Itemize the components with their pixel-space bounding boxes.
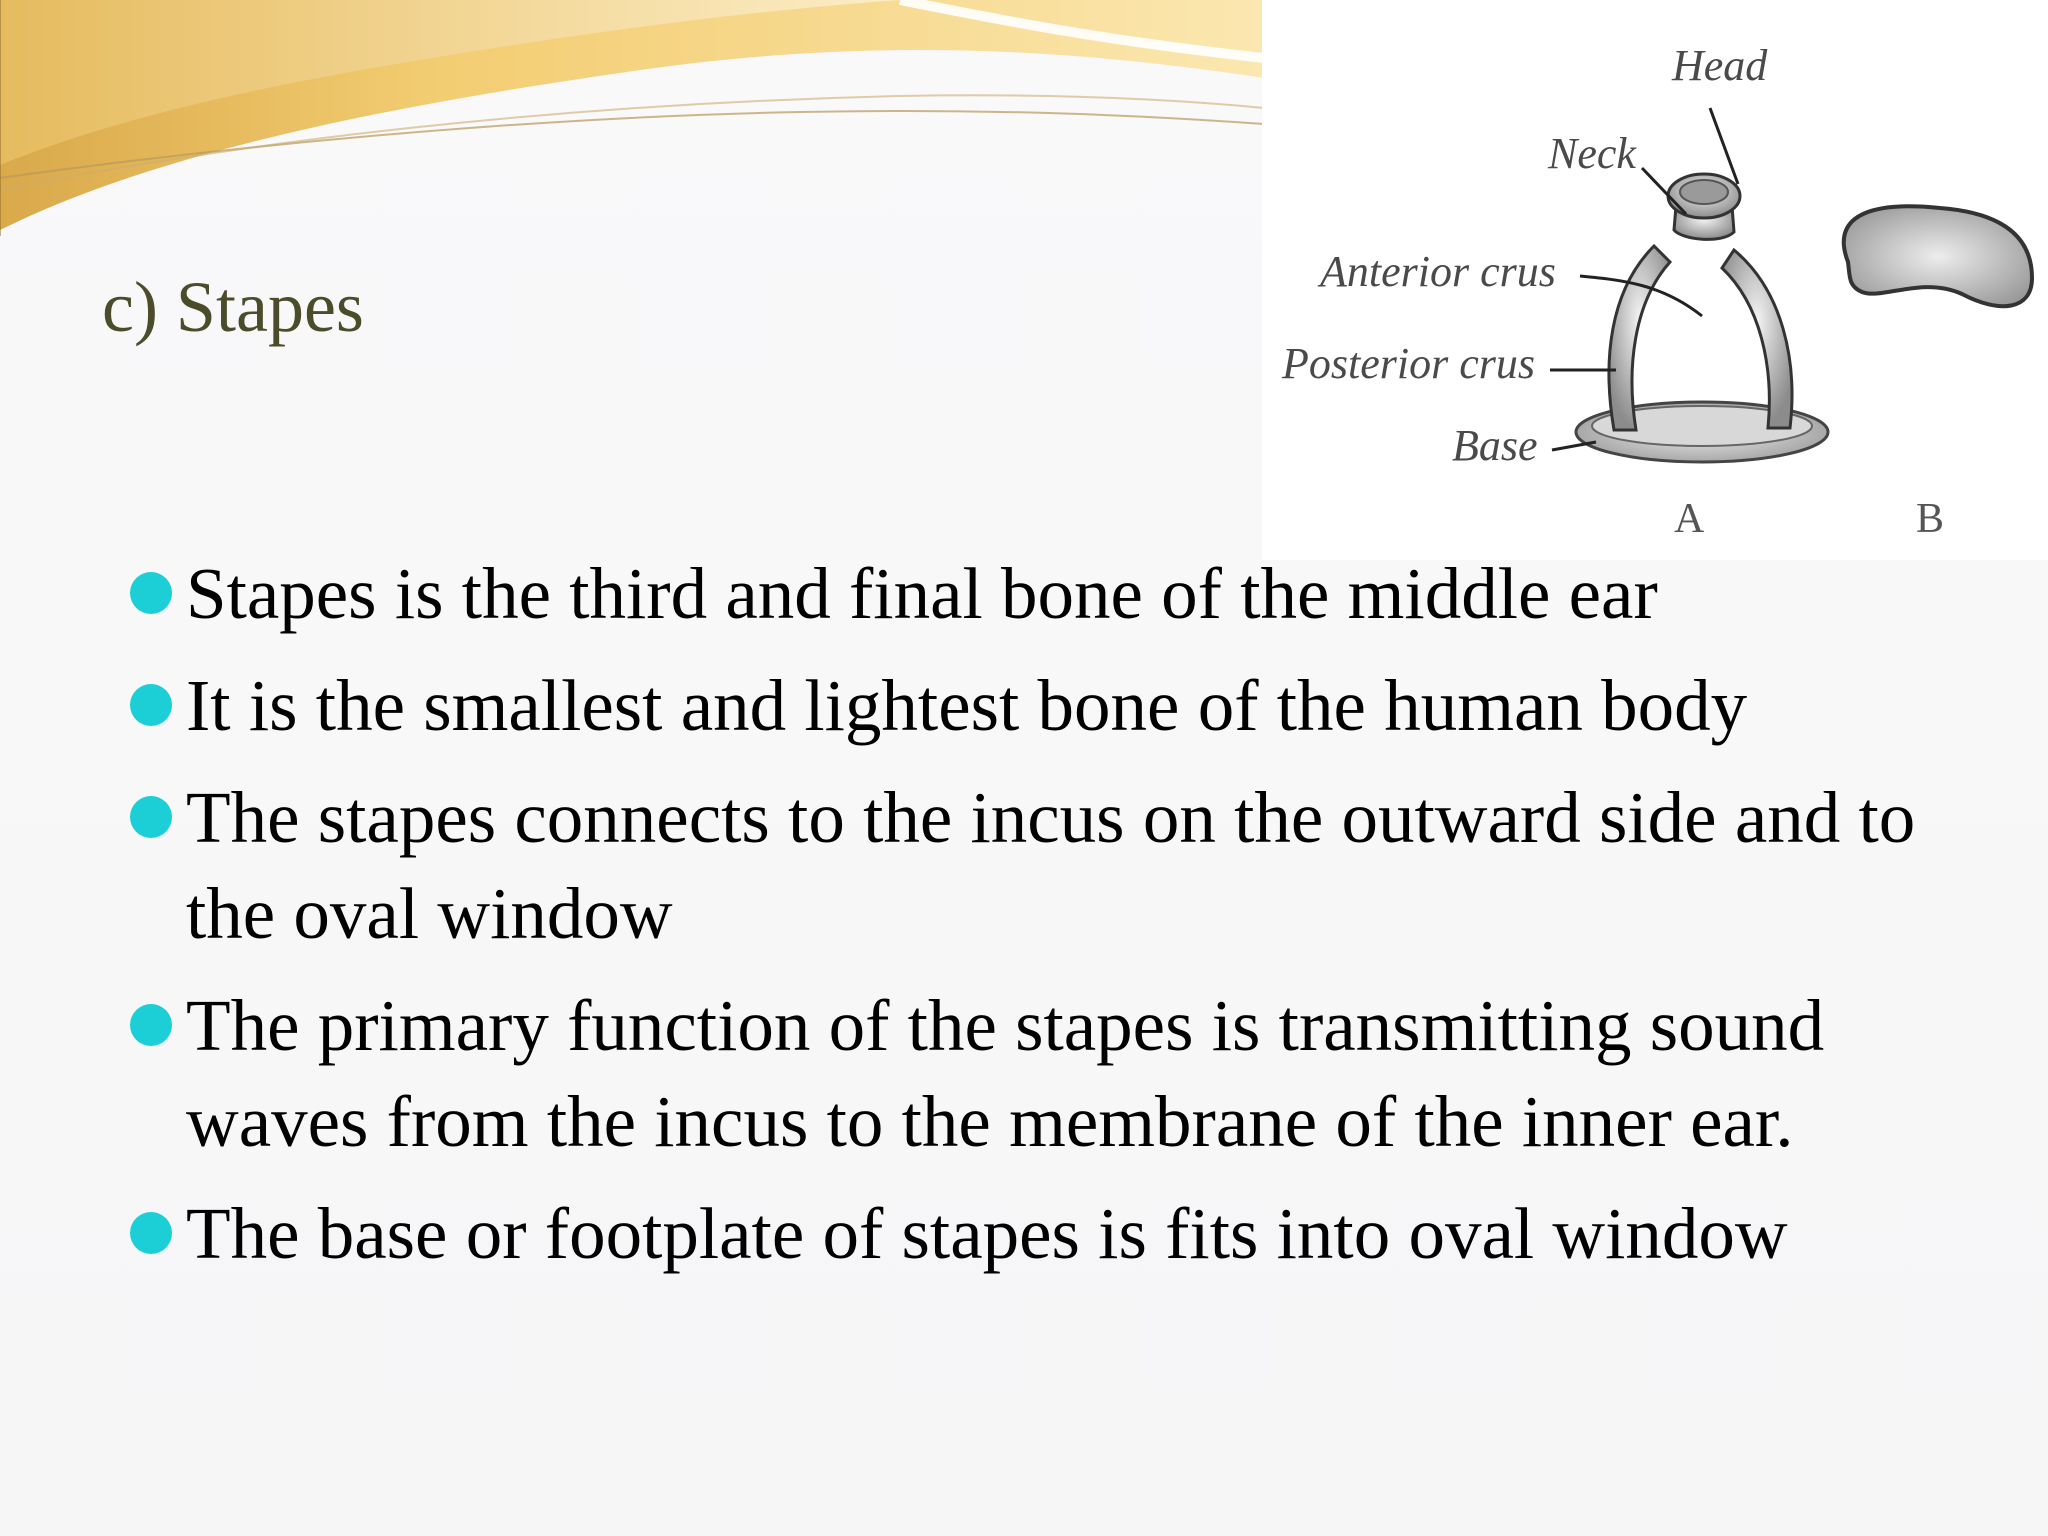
bullet-dot-icon xyxy=(130,1212,172,1254)
bullet-dot-icon xyxy=(130,684,172,726)
bullet-text: It is the smallest and lightest bone of the human body xyxy=(186,665,1748,746)
bullet-item xyxy=(130,1186,1990,1282)
bullet-text: The primary function of the stapes is transmitting sound waves from the incus to the membrane of the inner ear. xyxy=(186,985,1825,1162)
bullet-text: Stapes is the third and final bone of the middle ear xyxy=(186,553,1658,634)
bullet-item xyxy=(130,658,1990,754)
label-view-a: A xyxy=(1674,496,1705,542)
bullet-dot-icon xyxy=(130,796,172,838)
label-neck: Neck xyxy=(1548,129,1636,178)
label-head: Head xyxy=(1672,41,1768,90)
label-base: Base xyxy=(1452,421,1538,470)
bullet-item xyxy=(130,546,1990,642)
label-anterior-crus: Anterior crus xyxy=(1320,247,1556,296)
stapes-diagram-svg xyxy=(1262,0,2048,560)
decorative-swoosh xyxy=(0,0,1264,240)
bullet-list xyxy=(130,546,1990,1298)
bullet-text: The base or footplate of stapes is fits into oval window xyxy=(186,1193,1788,1274)
bullet-item xyxy=(130,770,1990,962)
bullet-dot-icon xyxy=(130,1004,172,1046)
stapes-diagram xyxy=(1262,0,2048,560)
footplate-view-b xyxy=(1844,206,2032,306)
bullet-text: The stapes connects to the incus on the outward side and to the oval window xyxy=(186,777,1916,954)
label-view-b: B xyxy=(1916,496,1945,542)
bullet-dot-icon xyxy=(130,572,172,614)
stapes-bone-view-a xyxy=(1576,174,1828,462)
bullet-item xyxy=(130,978,1990,1170)
slide-title: c) Stapes xyxy=(102,267,364,347)
label-posterior-crus: Posterior crus xyxy=(1282,339,1535,388)
